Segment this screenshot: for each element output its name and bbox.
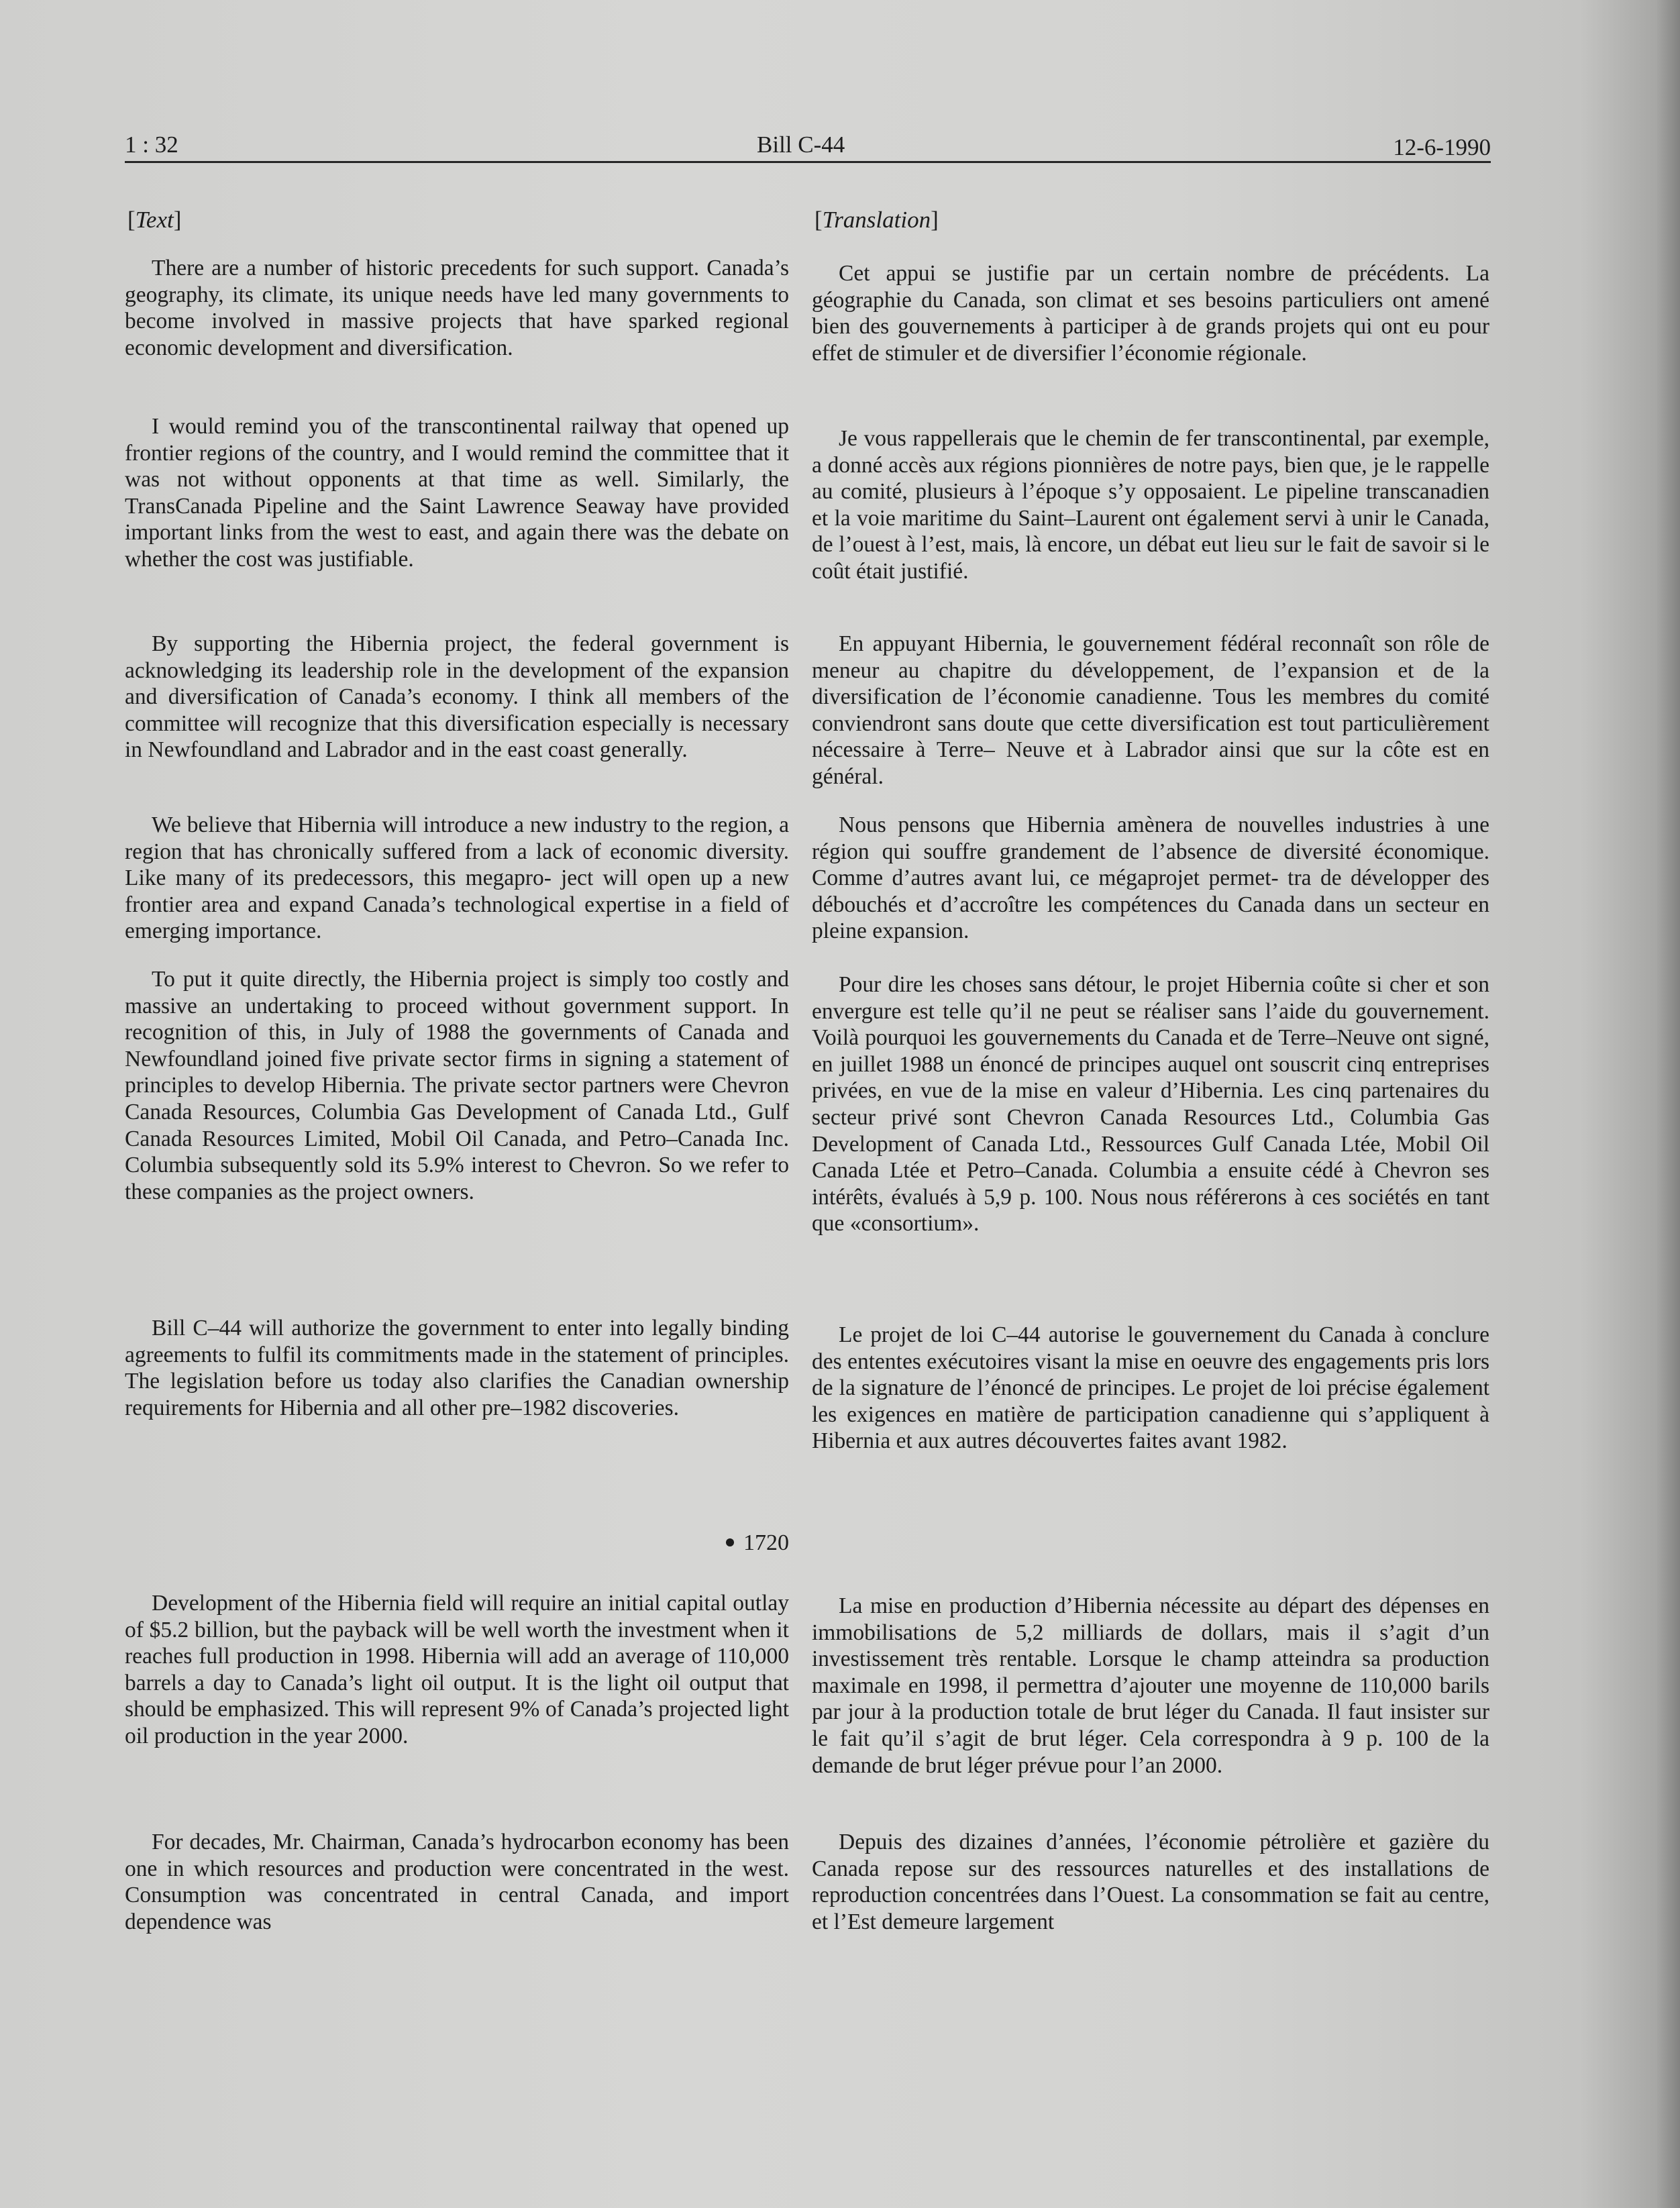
header-rule	[125, 161, 1491, 163]
paragraph-en-6: Bill C–44 will authorize the government to enter into legally binding agreements to fulfil its commitments made in the statement of principles. The legislation before us today also clarifies the Canadian ownership requirements for Hibernia and all other pre–1982 discoveries.	[125, 1316, 789, 1420]
paragraph-en-7: Development of the Hibernia field will require an initial capital outlay of $5.2 billion, but the payback will be well worth the investment when it reaches full production in 1998. Hibernia will add an average of 110,000 barrels a day to Canada’s light oil output. It is the light oil output that should be emphasized. This will represent 9% of Canada’s projected light oil production in the year 2000.	[125, 1591, 789, 1748]
column-label-word: Text	[135, 207, 174, 233]
paragraph-fr-1: Cet appui se justifie par un certain nombre de précédents. La géographie du Canada, son climat et ses besoins particuliers ont amené bien des gouvernements à participer à de grands projets qui ont eu pour effet de stimuler et de diversifier l’économie régionale.	[812, 261, 1489, 366]
time-marker: 1720	[726, 1530, 789, 1557]
french-column	[812, 201, 1489, 1934]
column-label-translation: [Translation]	[815, 207, 939, 233]
paragraph-en-8: For decades, Mr. Chairman, Canada’s hydrocarbon economy has been one in which resources and production were concentrated in the west. Consumption was concentrated in central Canada, and import dependence was	[125, 1830, 789, 1934]
paragraph-fr-2: Je vous rappellerais que le chemin de fer transcontinental, par exemple, a donné accès aux régions pionnières de notre pays, bien que, je le rappelle au comité, plusieurs à l’époque s’y opposaient. Le pipeline transcanadien et la voie maritime du Saint–Laurent ont également servi à unir le Canada, de l’ouest à l’est, mais, là encore, un débat eut lieu sur le fait de savoir si le coût était justifié.	[812, 426, 1489, 584]
running-header	[125, 125, 1491, 162]
paragraph-fr-6: Le projet de loi C–44 autorise le gouvernement du Canada à conclure des ententes exécutoires visant la mise en oeuvre des engagements pris lors de la signature de l’énoncé de principes. Le projet de loi précise également les exigences en matière de participation canadienne qui s’appliquent à Hibernia et aux autres découvertes faites avant 1982.	[812, 1322, 1489, 1454]
paragraph-fr-3: En appuyant Hibernia, le gouvernement fédéral reconnaît son rôle de meneur au chapitre du développement, de l’expansion et de la diversification de l’économie canadienne. Tous les membres du comité conviendront sans doute que cette diversification est tout particulièrement nécessaire à Terre– Neuve et à Labrador ainsi que sur la côte est en général.	[812, 631, 1489, 789]
header-date: 12-6-1990	[1393, 134, 1491, 160]
column-label-text: [Text]	[127, 207, 182, 233]
paragraph-en-4: We believe that Hibernia will introduce a new industry to the region, a region that has chronically suffered from a lack of economic diversity. Like many of its predecessors, this megapro- ject will open up a new frontier area and expand Canada’s technological expertise in a field of emerging importance.	[125, 812, 789, 944]
bullet-icon	[726, 1538, 734, 1546]
bill-title: Bill C-44	[757, 132, 845, 158]
paragraph-en-1: There are a number of historic precedents for such support. Canada’s geography, its climate, its unique needs have led many governments to become involved in massive projects that have sparked regional economic development and diversification.	[125, 256, 789, 360]
english-column	[125, 201, 789, 1934]
paragraph-fr-7: La mise en production d’Hibernia nécessite au départ des dépenses en immobilisations de 5,2 milliards de dollars, mais il s’agit d’un investissement très rentable. Lorsque le champ atteindra sa production maximale en 1998, il permettra d’ajouter une moyenne de 110,000 barils par jour à la production totale de brut léger du Canada. Il faut insister sur le fait qu’il s’agit de brut léger. Cela correspondra à 9 p. 100 de la demande de brut léger prévue pour l’an 2000.	[812, 1593, 1489, 1778]
paragraph-fr-5: Pour dire les choses sans détour, le projet Hibernia coûte si cher et son envergure est telle qu’il ne peut se réaliser sans l’aide du gouvernement. Voilà pourquoi les gouvernements du Canada et de Terre–Neuve ont signé, en juillet 1988 un énoncé de principes auquel ont souscrit cinq entreprises privées, en vue de la mise en valeur d’Hibernia. Les cinq partenaires du secteur privé sont Chevron Canada Resources Ltd., Columbia Gas Development of Canada Ltd., Ressources Gulf Canada Ltée, Mobil Oil Canada Ltée et Petro–Canada. Columbia a ensuite cédé à Chevron ses intérêts, évalués à 5,9 p. 100. Nous nous référerons à ces sociétés en tant que «consortium».	[812, 972, 1489, 1237]
column-label-word: Translation	[822, 207, 931, 233]
paragraph-fr-4: Nous pensons que Hibernia amènera de nouvelles industries à une région qui souffre grandement de l’absence de diversité économique. Comme d’autres avant lui, ce mégaprojet permet- tra de développer des débouchés et d’accroître les compétences du Canada dans un secteur en pleine expansion.	[812, 812, 1489, 944]
page-number: 1 : 32	[125, 132, 178, 158]
paragraph-fr-8: Depuis des dizaines d’années, l’économie pétrolière et gazière du Canada repose sur des ressources naturelles et des installations de reproduction concentrées dans l’Ouest. La consommation se fait au centre, et l’Est demeure largement	[812, 1830, 1489, 1934]
paragraph-en-5: To put it quite directly, the Hibernia project is simply too costly and massive an undertaking to proceed without government support. In recognition of this, in July of 1988 the governments of Canada and Newfoundland joined five private sector firms in signing a statement of principles to develop Hibernia. The private sector partners were Chevron Canada Resources, Columbia Gas Development of Canada Ltd., Gulf Canada Resources Limited, Mobil Oil Canada, and Petro–Canada Inc. Columbia subsequently sold its 5.9% interest to Chevron. So we refer to these companies as the project owners.	[125, 967, 789, 1204]
page-edge-shadow	[1656, 0, 1680, 2208]
paragraph-en-3: By supporting the Hibernia project, the federal government is acknowledging its leadership role in the development of the expansion and diversification of Canada’s economy. I think all members of the committee will recognize that this diversification especially is necessary in Newfoundland and Labrador and in the east coast generally.	[125, 631, 789, 763]
paragraph-en-2: I would remind you of the transcontinental railway that opened up frontier regions of the country, and I would remind the committee that it was not without opponents at that time as well. Similarly, the TransCanada Pipeline and the Saint Lawrence Seaway have provided important links from the west to east, and again there was the debate on whether the cost was justifiable.	[125, 414, 789, 572]
